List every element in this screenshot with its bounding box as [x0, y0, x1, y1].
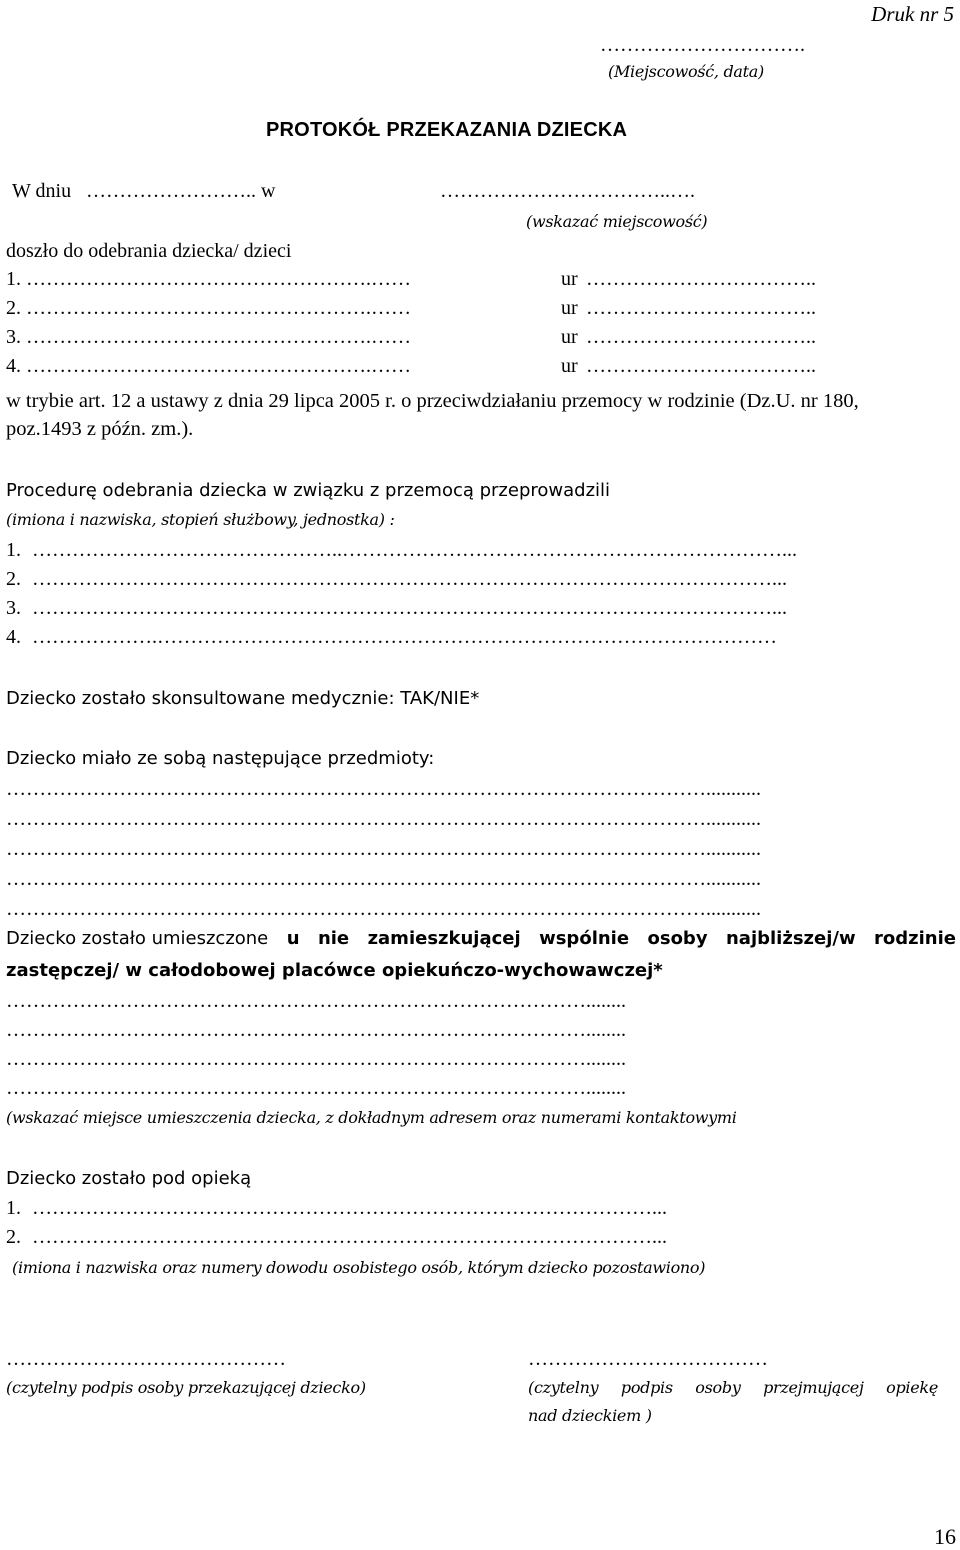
child-ur: ur [561, 326, 578, 348]
page-title: PROTOKÓŁ PRZEKAZANIA DZIECKA [266, 119, 628, 141]
place-hint: (wskazać miejscowość) [526, 212, 708, 231]
child-dots: …………………………………………….…… [26, 355, 411, 377]
placement-bold-word: zamieszkującej [367, 928, 521, 949]
placement-dots: ……………………………………………………………………………........ [6, 1019, 626, 1041]
form-number: Druk nr 5 [871, 2, 954, 26]
date-line-prefix: W dniu [12, 180, 72, 202]
items-text: Dziecko miało ze sobą następujące przedmioty: [6, 748, 435, 769]
right-label-word: osoby [695, 1378, 741, 1397]
child-dots: …………………………………………….…… [26, 268, 411, 290]
placement-bold-word: najbliższej/w [725, 928, 856, 949]
placement-dots: ……………………………………………………………………………........ [6, 1048, 626, 1070]
custody-num: 2. [6, 1226, 21, 1248]
custody-text: Dziecko zostało pod opieką [6, 1168, 252, 1189]
officer-num: 2. [6, 568, 21, 590]
placement-bold-word: wspólnie [539, 928, 630, 949]
child-ur: ur [561, 297, 578, 319]
legal-basis-line1: w trybie art. 12 a ustawy z dnia 29 lipca 2005 r. o przeciwdziałaniu przemocy w rodzinie (Dz.U. nr 180, [6, 390, 859, 412]
child-dots: …………………………….. [586, 355, 816, 377]
officer-row [6, 626, 777, 649]
right-label-word: przejmującej [763, 1378, 864, 1397]
left-signature-dots: …………………………………… [6, 1348, 286, 1370]
items-line: ……………………………………………………………………………………………........... [6, 808, 761, 830]
child-row [6, 326, 876, 349]
custody-num: 1. [6, 1197, 21, 1219]
officer-dots: ……………….………………………………………………………………………………… [32, 626, 777, 648]
place-dots: ……………………………..…. [440, 180, 695, 202]
procedure-text: Procedurę odebrania dziecka w związku z przemocą przeprowadzili [6, 480, 611, 501]
child-dots: …………………………….. [586, 326, 816, 348]
placement-hint: (wskazać miejsce umieszczenia dziecka, z dokładnym adresem oraz numerami kontaktowymi [6, 1108, 737, 1127]
child-row [6, 355, 876, 378]
child-dots: …………………………………………….…… [26, 297, 411, 319]
officer-num: 4. [6, 626, 21, 648]
placement-line2: zastępczej/ w całodobowej placówce opiekuńczo-wychowawczej* [6, 960, 663, 981]
officer-row [6, 568, 787, 591]
right-signature-label [528, 1378, 938, 1397]
officer-row [6, 539, 797, 562]
officer-num: 3. [6, 597, 21, 619]
place-date-dots: …………………………. [600, 34, 805, 56]
placement-bold-word: rodzinie [874, 928, 956, 949]
items-line: ……………………………………………………………………………………………........... [6, 898, 761, 920]
placement-bold-word: nie [317, 928, 350, 949]
medical-consult: Dziecko zostało skonsultowane medycznie: TAK/NIE* [6, 688, 480, 709]
left-signature-label: (czytelny podpis osoby przekazującej dziecko) [6, 1378, 366, 1397]
officer-dots: …………………………………………………………………………………………………... [32, 597, 787, 619]
custody-dots: …………………………………………………………………………………... [32, 1226, 667, 1248]
items-line: ……………………………………………………………………………………………........... [6, 868, 761, 890]
custody-row [6, 1197, 667, 1220]
page-number: 16 [934, 1524, 956, 1549]
child-num: 3. [6, 326, 21, 348]
child-dots: …………………………….. [586, 297, 816, 319]
officer-num: 1. [6, 539, 21, 561]
placement-line1 [6, 928, 956, 949]
right-label-word: podpis [620, 1378, 673, 1397]
child-ur: ur [561, 268, 578, 290]
placement-normal: Dziecko zostało umieszczone [6, 928, 269, 949]
child-ur: ur [561, 355, 578, 377]
placement-bold-word: u [286, 928, 300, 949]
right-signature-label-line2: nad dzieckiem ) [528, 1406, 652, 1425]
officer-row [6, 597, 787, 620]
child-num: 4. [6, 355, 21, 377]
right-label-word: (czytelny [528, 1378, 599, 1397]
officer-dots: ………………………………………..…………………………………………………………... [32, 539, 797, 561]
child-dots: …………………………….. [586, 268, 816, 290]
placement-dots: ……………………………………………………………………………........ [6, 990, 626, 1012]
date-line-dots: …………………….. w [86, 180, 276, 202]
child-dots: …………………………………………….…… [26, 326, 411, 348]
custody-row [6, 1226, 667, 1249]
children-intro: doszło do odebrania dziecka/ dzieci [6, 240, 292, 262]
place-date-label: (Miejscowość, data) [608, 62, 764, 81]
placement-bold-word: osoby [647, 928, 708, 949]
custody-hint: (imiona i nazwiska oraz numery dowodu osobistego osób, którym dziecko pozostawiono) [12, 1258, 706, 1277]
right-signature-dots: ……………………………… [528, 1348, 768, 1370]
child-row [6, 297, 876, 320]
items-line: ……………………………………………………………………………………………........... [6, 838, 761, 860]
custody-dots: …………………………………………………………………………………... [32, 1197, 667, 1219]
procedure-hint: (imiona i nazwiska, stopień służbowy, jednostka) : [6, 510, 395, 529]
child-num: 2. [6, 297, 21, 319]
child-row [6, 268, 876, 291]
legal-basis-line2: poz.1493 z późn. zm.). [6, 418, 194, 440]
placement-dots: ……………………………………………………………………………........ [6, 1077, 626, 1099]
officer-dots: …………………………………………………………………………………………………... [32, 568, 787, 590]
items-line: ……………………………………………………………………………………………........... [6, 778, 761, 800]
child-num: 1. [6, 268, 21, 290]
right-label-word: opiekę [886, 1378, 938, 1397]
